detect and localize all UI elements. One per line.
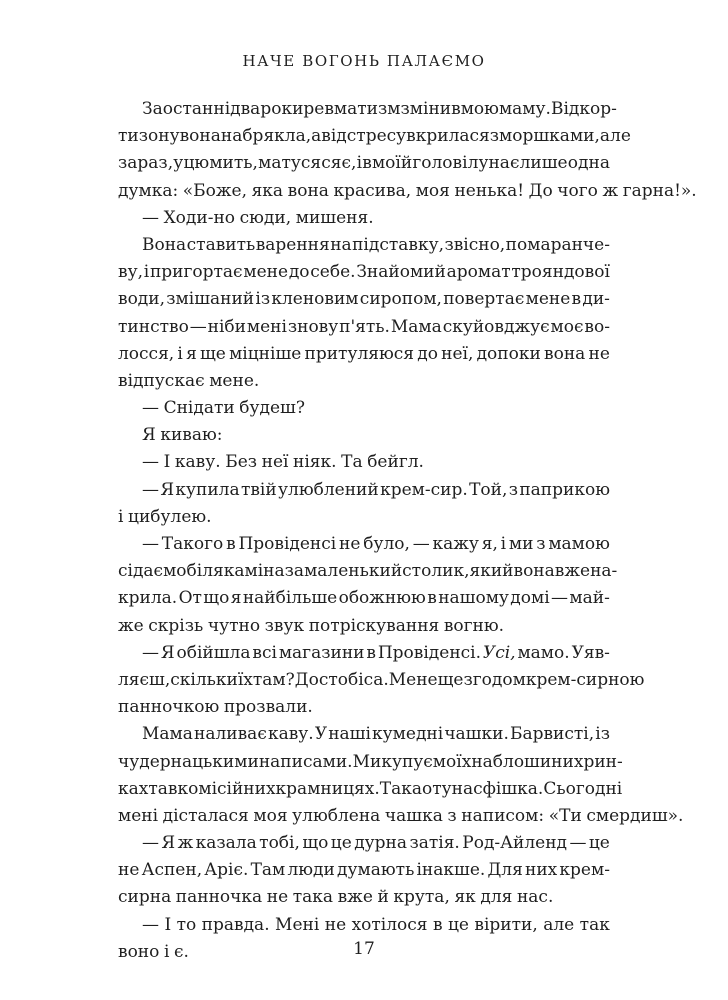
text-line: ках та в комісійних крамницях. Така от у нас фішка. Сьогодні xyxy=(118,778,623,799)
text-line: тизону вона набрякла, а від стресу вкрилася зморшками, але xyxy=(118,126,631,147)
text-line: панночкою прозвали. xyxy=(118,697,313,718)
text-line: сідаємо біля каміна за маленький столик, який вона вже на- xyxy=(118,561,618,582)
paragraph xyxy=(118,477,610,531)
paragraph xyxy=(118,395,610,422)
paragraph xyxy=(118,422,610,449)
text-line: За останні два роки ревматизм змінив мою маму. Від кор- xyxy=(142,99,617,119)
body-text xyxy=(118,96,697,966)
text-line: лосся, і я ще міцніше притуляюся до неї, допоки вона не xyxy=(118,343,610,364)
text-line: і цибулею. xyxy=(118,506,212,527)
text-line: Мама наливає каву. У наші кумедні чашки. Барвисті, із xyxy=(142,724,610,745)
text-line: ляєш, скільки їх там? Достобіса. Мене ще згодом крем-сирною xyxy=(118,669,645,690)
text-line: зараз, у цю мить, матуся сяє, і в моїй голові лунає лише одна xyxy=(118,153,610,174)
text-line: — І то правда. Мені не хотілося в це вірити, але так xyxy=(142,914,610,935)
text-line: Вона ставить варення на підставку, звісно, помаранче- xyxy=(142,234,610,255)
text-line: же скрізь чутно звук потріскування вогню. xyxy=(118,615,505,636)
text-line: думка: «Боже, яка вона красива, моя ненька! До чого ж гарна!». xyxy=(118,180,697,201)
text-line: Я киваю: xyxy=(142,425,223,446)
running-head: НАЧЕ ВОГОНЬ ПАЛАЄМО xyxy=(242,52,486,70)
text-line: — Я ж казала тобі, що це дурна затія. Род-Айленд — це xyxy=(142,833,610,854)
text-line: — Такого в Провіденсі не було, — кажу я, і ми з мамою xyxy=(142,534,610,554)
text-line: — Ходи-но сюди, мишеня. xyxy=(142,207,374,228)
page-number: 17 xyxy=(353,939,375,959)
text-line: сирна панночка не така вже й крута, як для нас. xyxy=(118,887,554,908)
paragraph xyxy=(118,640,645,722)
text-line: відпускає мене. xyxy=(118,370,260,391)
text-line: — І каву. Без неї ніяк. Та бейгл. xyxy=(142,452,424,473)
paragraph xyxy=(118,232,610,395)
paragraph xyxy=(118,205,610,232)
text-line: води, змішаний із кленовим сиропом, повертає мене в ди- xyxy=(118,289,610,310)
text-line: крила. От що я найбільше обожнюю в нашому домі — май- xyxy=(118,588,610,609)
paragraph xyxy=(118,830,610,912)
text-line: воно і є. xyxy=(118,941,189,962)
text-line: чудернацькими написами. Ми купуємо їх на блошиних рин- xyxy=(118,751,623,772)
text-line: мені дісталася моя улюблена чашка з написом: «Ти смердиш». xyxy=(118,805,684,826)
paragraph xyxy=(118,449,610,476)
text-line: — Снідати будеш? xyxy=(142,398,305,419)
text-line: ву, і пригортає мене до себе. Знайомий аромат трояндової xyxy=(118,262,610,283)
text-line: тинство — ніби мені знову п'ять. Мама скуйовджує моє во- xyxy=(118,316,610,337)
paragraph xyxy=(118,721,684,830)
paragraph xyxy=(118,96,697,205)
text-line: — Я купила твій улюблений крем-сир. Той, з паприкою xyxy=(142,479,610,500)
paragraph xyxy=(118,531,618,640)
text-line: — Я обійшла всі магазини в Провіденсі. Усі, мамо. Уяв- xyxy=(142,642,610,663)
text-line: не Аспен, Аріє. Там люди думають інакше. Для них крем- xyxy=(118,860,610,881)
